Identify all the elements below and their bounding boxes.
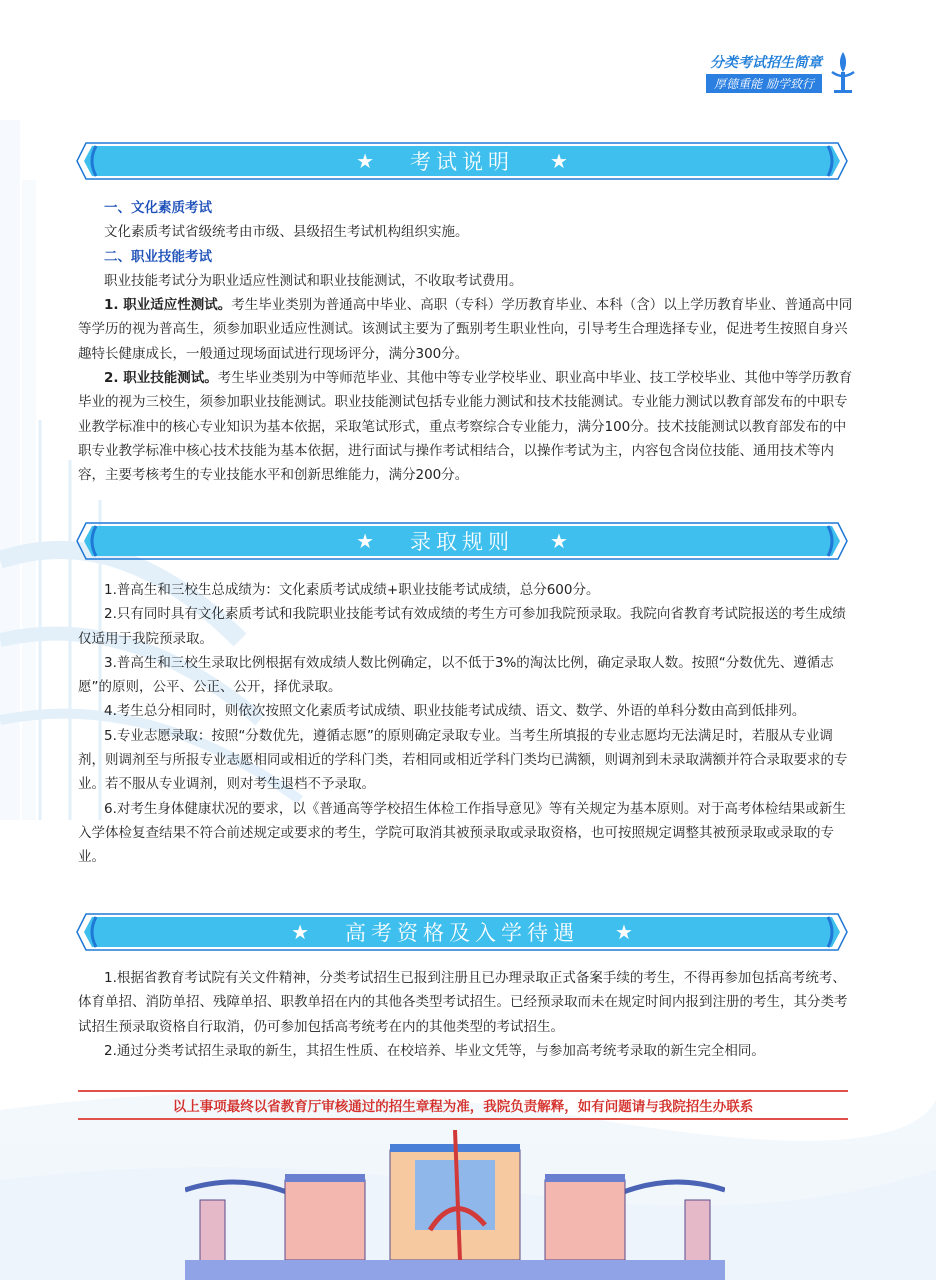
- section-exam-body: [78, 196, 858, 488]
- notice-text: 以上事项最终以省教育厅审核通过的招生章程为准，我院负责解释，如有问题请与我院招生办联系: [172, 1099, 754, 1115]
- section-qualification-body: [78, 966, 858, 1063]
- item-text: 考生毕业类别为中等师范毕业、其他中等专业学校毕业、职业高中毕业、技工学校毕业、其他中等学历教育毕业的视为三校生，须参加职业技能测试。职业技能测试包括专业能力测试和技术技能测试。专业能力测试以教育部发布的中职专业教学标准中的核心专业知识为基本依据，采取笔试形式，重点考察综合专业能力，满分100分。技术技能测试以教育部发布的中职专业教学标准中核心技术技能为基本依据，进行面试与操作考试相结合，以操作考试为主，内容包含岗位技能、通用技术等内容，主要考核考生的专业技能水平和创新思维能力，满分200分。: [78, 370, 853, 484]
- section-banner-qualification: [76, 913, 848, 951]
- rule-6: 6.对考生身体健康状况的要求，以《普通高等学校招生体检工作指导意见》等有关规定为基本原则。对于高考体检结果或新生入学体检复查结果不符合前述规定或要求的考生，学院可取消其被预录取或录取资格，也可按照规定调整其被预录取或录取的专业。: [78, 800, 846, 866]
- brand-title: 分类考试招生简章: [710, 54, 822, 71]
- section-title-qualification: 高考资格及入学待遇: [345, 921, 579, 945]
- rule-3: 3.普高生和三校生录取比例根据有效成绩人数比例确定，以不低于3%的淘汰比例，确定录取人数。按照“分数优先、遵循志愿”的原则，公平、公正、公开，择优录取。: [78, 654, 834, 696]
- star-icon: ★: [550, 529, 568, 553]
- section-banner-admission: [76, 522, 848, 560]
- brand-slogan: 厚德重能 励学致行: [706, 74, 822, 93]
- star-icon: ★: [615, 920, 633, 944]
- rule-1: 1.普高生和三校生总成绩为：文化素质考试成绩+职业技能考试成绩，总分600分。: [104, 582, 600, 598]
- rule-4: 4.考生总分相同时，则依次按照文化素质考试成绩、职业技能考试成绩、语文、数学、外语的单科分数由高到低排列。: [104, 703, 806, 720]
- rule-5: 5.专业志愿录取：按照“分数优先，遵循志愿”的原则确定录取专业。当考生所填报的专业志愿均无法满足时，若服从专业调剂，则调剂至与所报专业志愿相同或相近的学科门类，若相同或相近学科门类均已满额，则调剂到未录取满额并符合录取要求的专业。若不服从专业调剂，则对考生退档不予录取。: [78, 727, 848, 793]
- section-title-exam: 考试说明: [410, 150, 514, 174]
- section-admission-body: [78, 578, 858, 870]
- qualification-1: 1.根据省教育考试院有关文件精神，分类考试招生已报到注册且已办理录取正式备案手续的考生，不得再参加包括高考统考、体育单招、消防单招、残障单招、职教单招在内的其他各类型考试招生。已经预录取而未在规定时间内报到注册的考生，其分类考试招生预录取资格自行取消，仍可参加包括高考统考在内的其他类型的考试招生。: [78, 970, 848, 1035]
- rule-2: 2.只有同时具有文化素质考试和我院职业技能考试有效成绩的考生方可参加我院预录取。我院向省教育考试院报送的考生成绩仅适用于我院预录取。: [78, 606, 846, 647]
- star-icon: ★: [291, 920, 309, 944]
- item-label: 1. 职业适应性测试。: [104, 297, 232, 314]
- paragraph-item-2: [78, 366, 858, 487]
- paragraph: 职业技能考试分为职业适应性测试和职业技能测试，不收取考试费用。: [104, 272, 523, 289]
- torch-emblem-icon: [828, 50, 858, 94]
- brand-logo: [706, 50, 858, 94]
- section-banner-exam: [76, 142, 848, 180]
- campus-illustration: [185, 1130, 725, 1280]
- item-label: 2. 职业技能测试。: [104, 370, 218, 387]
- section-title-admission: 录取规则: [410, 530, 514, 554]
- item-text: 考生毕业类别为普通高中毕业、高职（专科）学历教育毕业、本科（含）以上学历教育毕业、普通高中同等学历的视为普高生，须参加职业适应性测试。该测试主要为了甄别考生职业性向，引导考生合理选择专业，促进考生按照自身兴趣特长健康成长，一般通过现场面试进行现场评分，满分300分。: [78, 297, 853, 362]
- paragraph-item-1: [78, 293, 858, 366]
- qualification-2: 2.通过分类考试招生录取的新生，其招生性质、在校培养、毕业文凭等，与参加高考统考录取的新生完全相同。: [104, 1042, 765, 1059]
- notice-bar: [78, 1090, 848, 1120]
- paragraph: 文化素质考试省级统考由市级、县级招生考试机构组织实施。: [104, 224, 469, 241]
- star-icon: ★: [550, 149, 568, 173]
- star-icon: ★: [356, 149, 374, 173]
- heading-skill-exam: 二、职业技能考试: [104, 248, 212, 265]
- star-icon: ★: [356, 529, 374, 553]
- heading-culture-exam: 一、文化素质考试: [104, 200, 212, 216]
